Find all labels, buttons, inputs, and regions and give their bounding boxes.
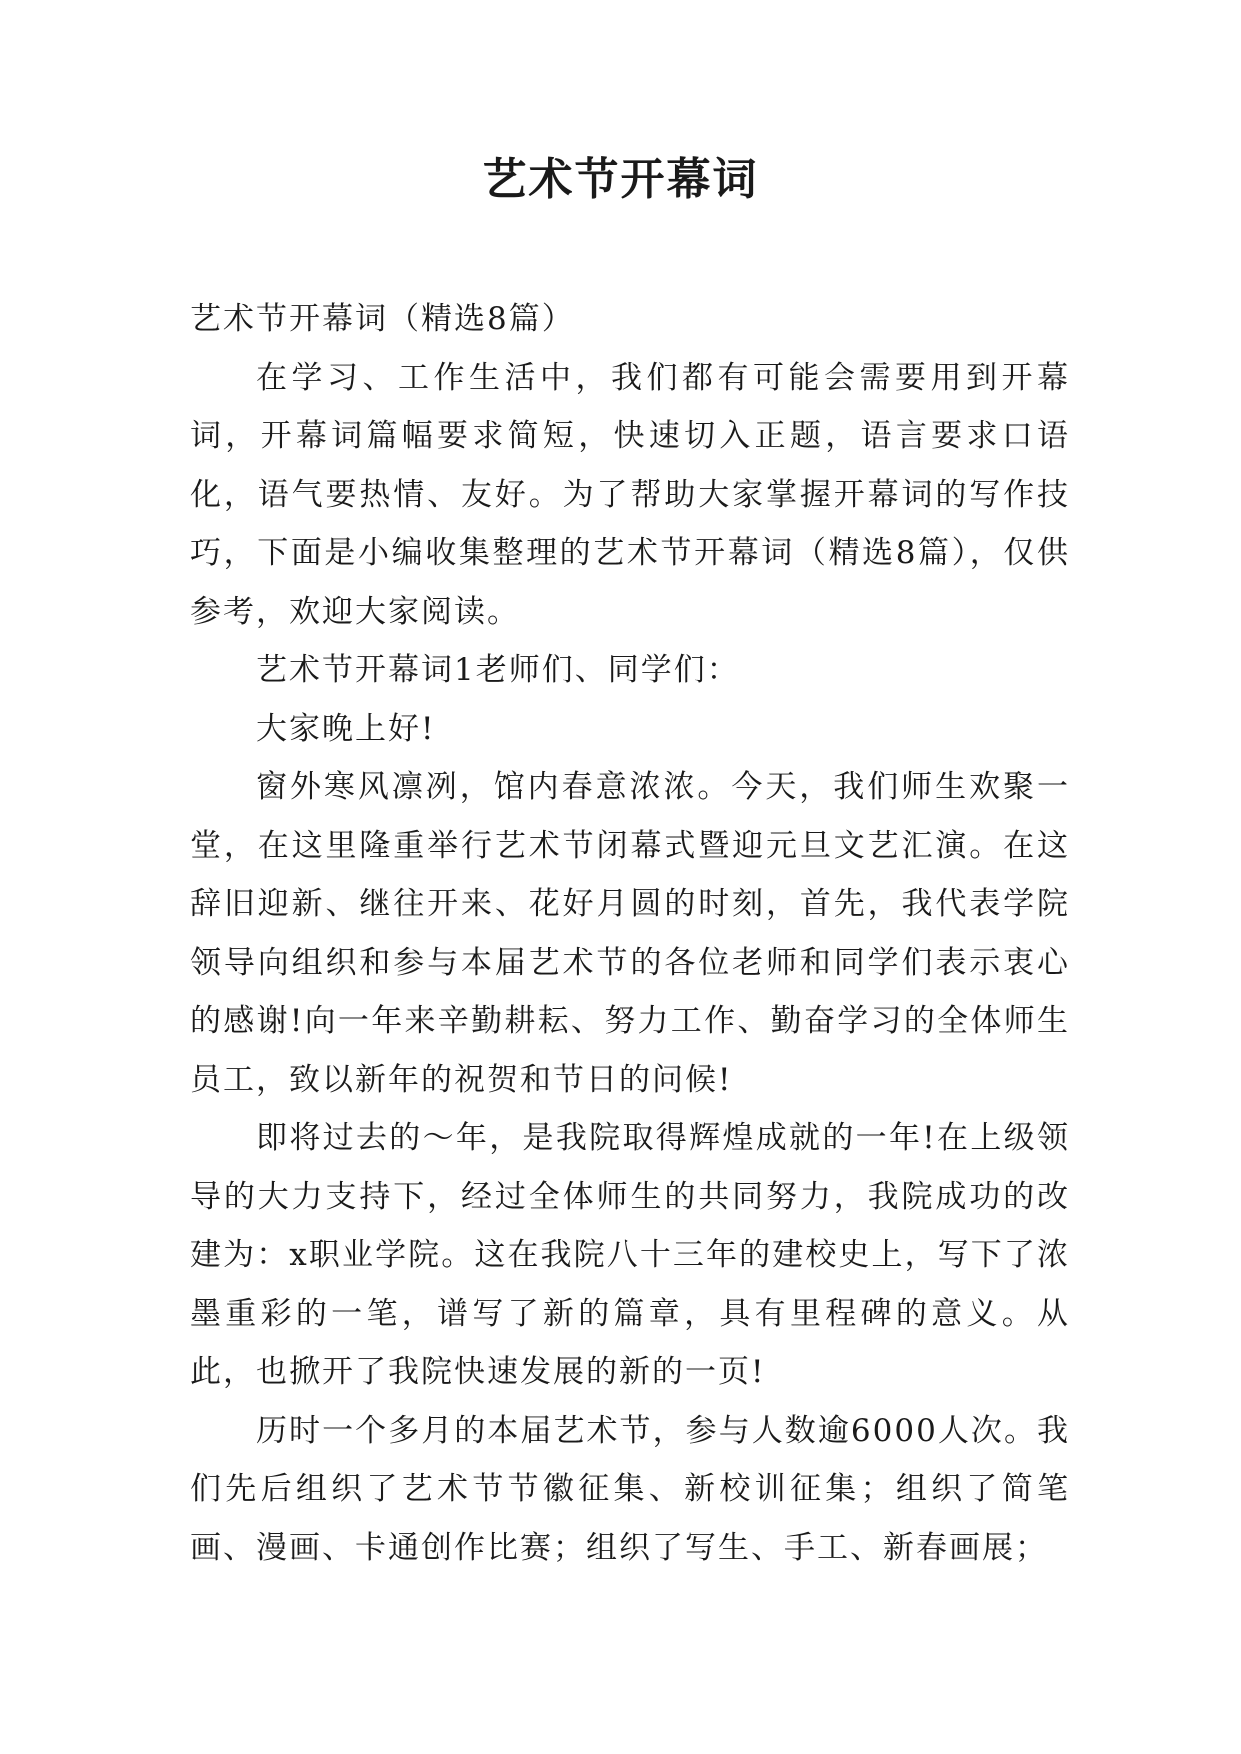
intro-paragraph: 在学习、工作生活中，我们都有可能会需要用到开幕词，开幕词篇幅要求简短，快速切入正题，语言要求口语化，语气要热情、友好。为了帮助大家掌握开幕词的写作技巧，下面是小编收集整理的艺术节开幕词（精选8篇），仅供参考，欢迎大家阅读。 — [190, 359, 1070, 630]
subtitle-line: 艺术节开幕词（精选8篇） — [190, 301, 575, 337]
speech-heading: 艺术节开幕词1老师们、同学们： — [256, 652, 740, 688]
body-paragraph: 即将过去的～年，是我院取得辉煌成就的一年!在上级领导的大力支持下，经过全体师生的共同努力，我院成功的改建为：x职业学院。这在我院八十三年的建校史上，写下了浓墨重彩的一笔，谱写了新的篇章，具有里程碑的意义。从此，也掀开了我院快速发展的新的一页! — [190, 1120, 1070, 1390]
body-paragraph: 窗外寒风凛冽，馆内春意浓浓。今天，我们师生欢聚一堂，在这里隆重举行艺术节闭幕式暨迎元旦文艺汇演。在这辞旧迎新、继往开来、花好月圆的时刻，首先，我代表学院领导向组织和参与本届艺术节的各位老师和同学们表示衷心的感谢!向一年来辛勤耕耘、努力工作、勤奋学习的全体师生员工，致以新年的祝贺和节日的问候! — [190, 769, 1070, 1098]
body-paragraph: 历时一个多月的本届艺术节，参与人数逾6000人次。我们先后组织了艺术节节徽征集、新校训征集；组织了简笔画、漫画、卡通创作比赛；组织了写生、手工、新春画展； — [190, 1412, 1070, 1566]
document-title: 艺术节开幕词 — [482, 154, 759, 205]
greeting-paragraph: 大家晚上好! — [256, 710, 436, 747]
document-body — [190, 290, 1070, 1577]
